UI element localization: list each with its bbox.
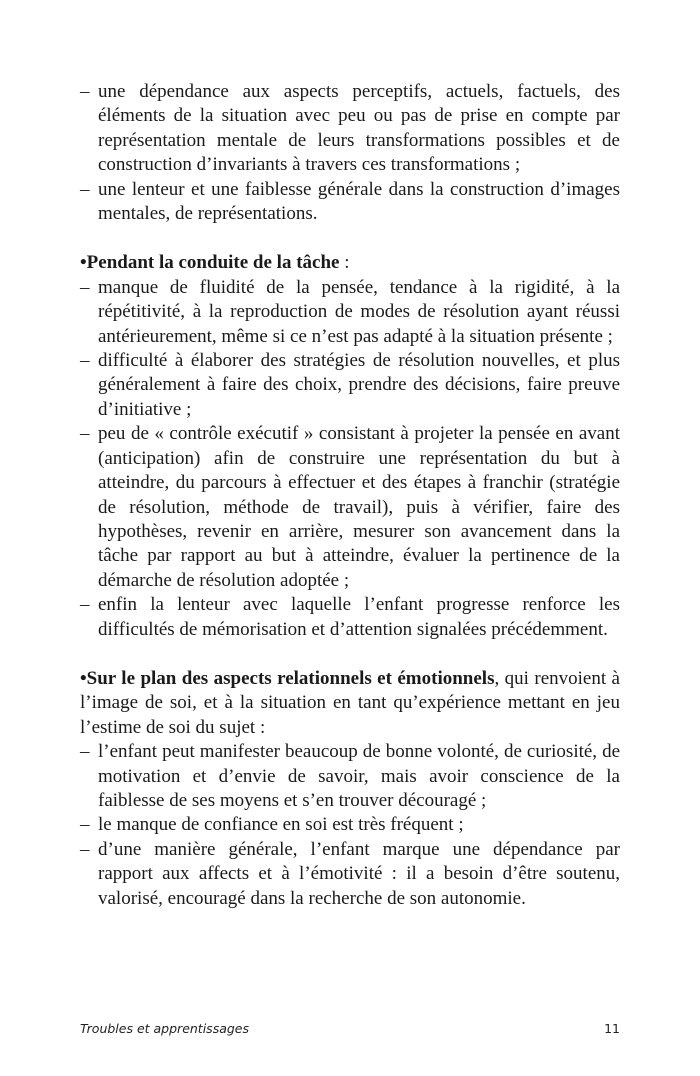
list-item: – enfin la lenteur avec laquelle l’enfant progresse renforce les difficultés de mémorisation et d’attention signalées précédemment.	[80, 593, 620, 642]
list-item: – l’enfant peut manifester beaucoup de bonne volonté, de curiosité, de motivation et d’envie de savoir, mais avoir conscience de la faiblesse de ses moyens et s’en trouver découragé ;	[80, 740, 620, 813]
list-item: – difficulté à élaborer des stratégies de résolution nouvelles, et plus généralement à faire des choix, prendre des décisions, faire preuve d’initiative ;	[80, 349, 620, 422]
page-footer	[80, 1021, 620, 1036]
list-item: – une dépendance aux aspects perceptifs, actuels, factuels, des éléments de la situation avec peu ou pas de prise en compte par représentation mentale de leurs transformations possibles et de construction d’invariants à travers ces transformations ;	[80, 80, 620, 178]
section-heading	[80, 667, 620, 740]
section-title: Sur le plan des aspects relationnels et émotionnels	[86, 667, 495, 689]
bullet: •	[80, 667, 87, 689]
section-heading	[80, 251, 620, 275]
list-item: – manque de fluidité de la pensée, tendance à la rigidité, à la répétitivité, à la reproduction de modes de résolution ayant réussi antérieurement, même si ce n’est pas adapté à la situation présente ;	[80, 276, 620, 349]
heading-colon: :	[339, 252, 350, 274]
running-title: Troubles et apprentissages	[80, 1021, 250, 1036]
list-item: – peu de « contrôle exécutif » consistant à projeter la pensée en avant (anticipation) afin de construire une représentation du but à atteindre, du parcours à effectuer et des étapes à franchir (stratégie de résolution, méthode de travail), puis à vérifier, faire des hypothèses, revenir en arrière, mesurer son avancement dans la tâche par rapport au but à atteindre, évaluer la pertinence de la démarche de résolution adoptée ;	[80, 422, 620, 593]
bullet: •	[80, 252, 87, 274]
section-list	[80, 740, 620, 911]
section-title: Pendant la conduite de la tâche	[86, 252, 340, 274]
intro-list	[80, 80, 620, 226]
section-relational-emotional	[80, 667, 620, 911]
page-body	[80, 80, 620, 911]
section-task-conduct	[80, 251, 620, 642]
list-item: – une lenteur et une faiblesse générale dans la construction d’images mentales, de représentations.	[80, 178, 620, 227]
heading-rest: , qui renvoient à l’image de soi, et à la situation en tant qu’expérience mettant en jeu l’estime de soi du sujet :	[80, 667, 620, 738]
page-number: 11	[604, 1021, 620, 1036]
list-item: – le manque de confiance en soi est très fréquent ;	[80, 813, 620, 837]
section-list	[80, 276, 620, 642]
list-item: – d’une manière générale, l’enfant marque une dépendance par rapport aux affects et à l’émotivité : il a besoin d’être soutenu, valorisé, encouragé dans la recherche de son autonomie.	[80, 838, 620, 911]
